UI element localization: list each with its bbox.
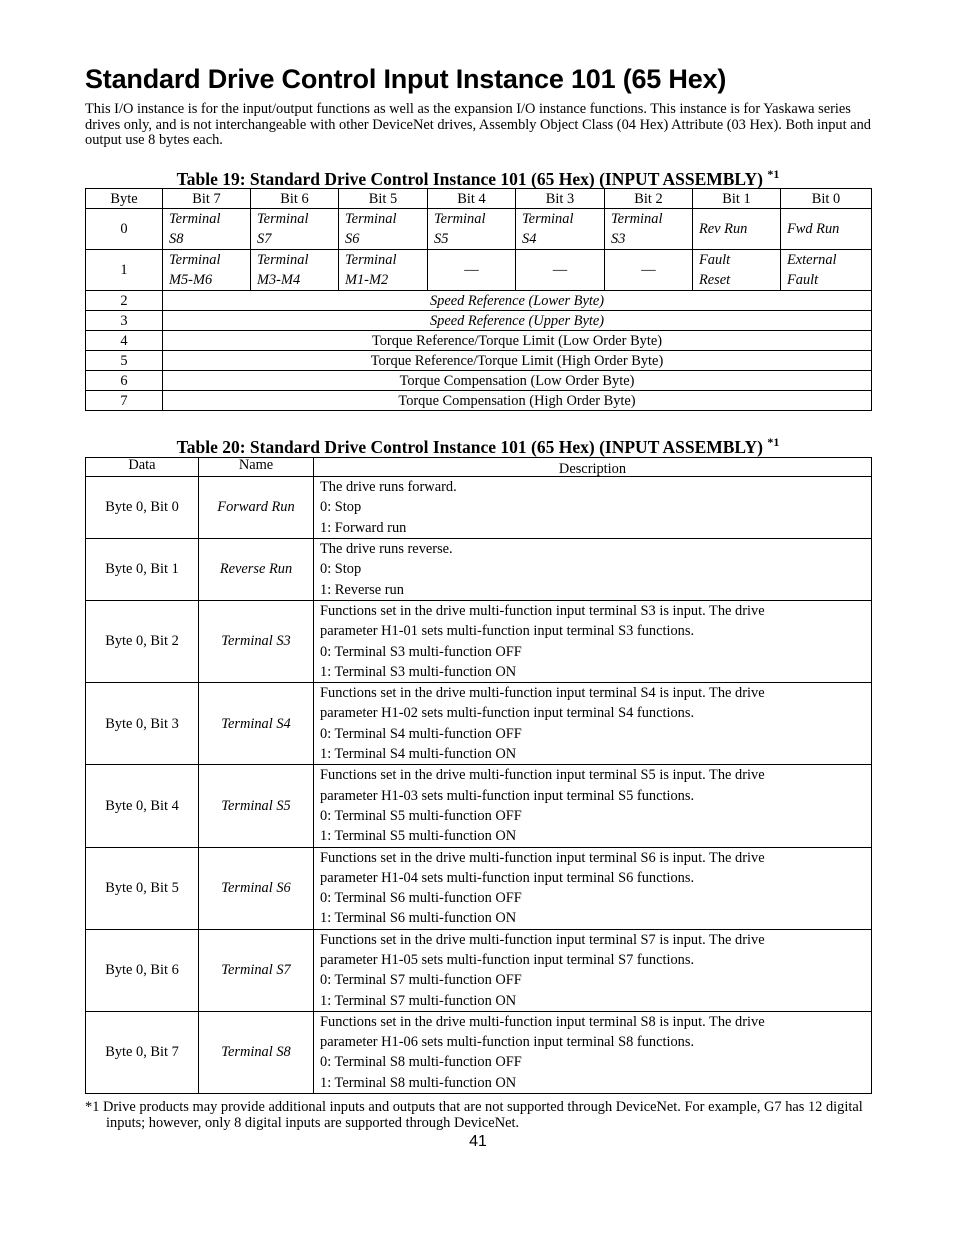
table20-description-cell [314,600,872,682]
table20-row [86,600,872,682]
table20-data-cell: Byte 0, Bit 1 [86,539,199,601]
table20-data-cell: Byte 0, Bit 6 [86,929,199,1011]
table19-caption [85,164,871,189]
table19-bit-cell: Rev Run [693,209,781,250]
description-line: 0: Stop [320,561,362,578]
cell-line: Terminal [345,211,397,228]
description-line: 0: Terminal S6 multi-function OFF [320,890,522,907]
table19-header-cell: Bit 2 [605,189,693,209]
cell-line: Fault [787,272,819,289]
table20-data-cell: Byte 0, Bit 4 [86,765,199,847]
description-line: parameter H1-03 sets multi-function input terminal S5 functions. [320,787,695,804]
cell-line: External [787,252,837,269]
table20-description-cell [314,683,872,765]
table20-name-cell: Terminal S4 [199,683,314,765]
table19-row [86,311,872,331]
description-line: 0: Terminal S7 multi-function OFF [320,972,522,989]
header-description: Description [314,458,872,477]
table19-bit-cell [339,209,428,250]
cell-line: S6 [345,231,360,248]
description-line: 1: Reverse run [320,581,404,598]
table20-header-row [86,458,872,477]
description-line: parameter H1-02 sets multi-function input terminal S4 functions. [320,705,695,722]
table19-byte-cell: 0 [86,209,163,250]
table20-description-cell [314,477,872,539]
description-line: 0: Terminal S8 multi-function OFF [320,1054,522,1071]
table19-header-cell: Bit 5 [339,189,428,209]
cell-line: Reset [699,272,731,289]
description-line: Functions set in the drive multi-function input terminal S5 is input. The drive [320,767,765,784]
cell-line: Terminal [434,211,486,228]
table19-span-cell: Torque Compensation (High Order Byte) [163,391,872,411]
cell-line: M3-M4 [257,272,301,289]
description-line: Functions set in the drive multi-function input terminal S4 is input. The drive [320,685,765,702]
cell-line: S5 [434,231,449,248]
table20-name-cell: Terminal S8 [199,1011,314,1093]
table19-row [86,250,872,291]
table19-bit-cell [516,209,605,250]
table19-span-cell: Speed Reference (Lower Byte) [163,291,872,311]
footnote: *1 Drive products may provide additional inputs and outputs that are not supported through DeviceNet. For example, G7 has 12 digital inputs; however, only 8 digital inputs are supported through DeviceNet. [85,1099,863,1132]
table19-bit-cell: — [428,250,516,291]
page [85,62,871,1151]
description-line: Functions set in the drive multi-function input terminal S8 is input. The drive [320,1013,765,1030]
table20-data-cell: Byte 0, Bit 3 [86,683,199,765]
cell-line: S7 [257,231,272,248]
description-line: 1: Terminal S4 multi-function ON [320,746,517,763]
table19-header-cell: Bit 4 [428,189,516,209]
table19-bit-cell: Fwd Run [781,209,872,250]
table19-bit-cell [693,250,781,291]
cell-line: Terminal [257,252,309,269]
table20-description-cell [314,847,872,929]
table20-row [86,847,872,929]
table19-row [86,209,872,250]
table19-header-cell: Bit 3 [516,189,605,209]
table20-caption-note: *1 [767,435,780,450]
description-line: Functions set in the drive multi-function input terminal S3 is input. The drive [320,602,765,619]
table19-span-cell: Torque Reference/Torque Limit (Low Order Byte) [163,331,872,351]
table19-caption-note: *1 [767,166,780,181]
table20-name-cell: Terminal S5 [199,765,314,847]
table20-row [86,765,872,847]
description-line: 1: Forward run [320,519,407,536]
table19-bit-cell [251,209,339,250]
table19-span-cell: Speed Reference (Upper Byte) [163,311,872,331]
table20-data-cell: Byte 0, Bit 2 [86,600,199,682]
table20 [85,457,872,1094]
table20-description-cell [314,539,872,601]
header-data: Data [86,458,199,477]
table19-row [86,291,872,311]
cell-line: Terminal [257,211,309,228]
cell-line: S8 [169,231,184,248]
table20-caption [85,432,871,457]
table19-row [86,371,872,391]
header-name: Name [199,458,314,477]
table19 [85,188,872,411]
table19-byte-cell: 6 [86,371,163,391]
description-line: 1: Terminal S6 multi-function ON [320,910,517,927]
table19-byte-cell: 5 [86,351,163,371]
cell-line: Terminal [169,252,221,269]
description-line: Functions set in the drive multi-function input terminal S7 is input. The drive [320,931,765,948]
table19-bit-cell [781,250,872,291]
table20-row [86,929,872,1011]
table19-row [86,351,872,371]
description-line: The drive runs forward. [320,479,457,496]
table20-name-cell: Terminal S3 [199,600,314,682]
table19-byte-cell: 7 [86,391,163,411]
description-line: 1: Terminal S5 multi-function ON [320,828,517,845]
table19-header-row [86,189,872,209]
table20-data-cell: Byte 0, Bit 5 [86,847,199,929]
table19-bit-cell [605,209,693,250]
table20-description-cell [314,1011,872,1093]
description-line: 0: Terminal S4 multi-function OFF [320,725,522,742]
description-line: 0: Terminal S3 multi-function OFF [320,643,522,660]
table20-caption-text: Table 20: Standard Drive Control Instance 101 (65 Hex) (INPUT ASSEMBLY) [176,437,763,458]
table20-row [86,539,872,601]
cell-line: M1-M2 [345,272,389,289]
table20-description-cell [314,929,872,1011]
table19-bit-cell [339,250,428,291]
table19-row [86,391,872,411]
table19-bit-cell [428,209,516,250]
table19-byte-cell: 2 [86,291,163,311]
cell-line: Fault [699,252,731,269]
table20-name-cell: Terminal S6 [199,847,314,929]
description-line: parameter H1-04 sets multi-function input terminal S6 functions. [320,869,695,886]
table19-bit-cell [163,209,251,250]
table19-bit-cell [251,250,339,291]
table20-description-cell [314,765,872,847]
table20-row [86,477,872,539]
table19-byte-cell: 1 [86,250,163,291]
table19-byte-cell: 3 [86,311,163,331]
page-number: 41 [469,1133,487,1151]
description-line: 0: Stop [320,499,362,516]
table20-row [86,683,872,765]
description-line: The drive runs reverse. [320,541,453,558]
description-line: parameter H1-01 sets multi-function input terminal S3 functions. [320,623,695,640]
table19-header-cell: Bit 7 [163,189,251,209]
page-title: Standard Drive Control Input Instance 101 (65 Hex) [85,64,727,94]
table20-data-cell: Byte 0, Bit 7 [86,1011,199,1093]
table19-bit-cell: — [605,250,693,291]
table20-name-cell: Reverse Run [199,539,314,601]
table19-bit-cell: — [516,250,605,291]
table20-name-cell: Terminal S7 [199,929,314,1011]
description-line: 1: Terminal S7 multi-function ON [320,992,517,1009]
table19-row [86,331,872,351]
table19-caption-text: Table 19: Standard Drive Control Instance 101 (65 Hex) (INPUT ASSEMBLY) [176,168,763,189]
table19-header-cell: Bit 1 [693,189,781,209]
cell-line: S3 [611,231,626,248]
cell-line: M5-M6 [169,272,213,289]
description-line: parameter H1-06 sets multi-function input terminal S8 functions. [320,1034,695,1051]
cell-line: Terminal [345,252,397,269]
table19-span-cell: Torque Reference/Torque Limit (High Order Byte) [163,351,872,371]
description-line: Functions set in the drive multi-function input terminal S6 is input. The drive [320,849,765,866]
cell-line: Terminal [611,211,663,228]
table19-byte-cell: 4 [86,331,163,351]
cell-line: Terminal [169,211,221,228]
cell-line: S4 [522,231,537,248]
description-line: 1: Terminal S8 multi-function ON [320,1074,517,1091]
cell-line: Terminal [522,211,574,228]
description-line: 0: Terminal S5 multi-function OFF [320,807,522,824]
table19-header-cell: Bit 6 [251,189,339,209]
table19-header-cell: Byte [86,189,163,209]
table19-bit-cell [163,250,251,291]
table20-row [86,1011,872,1093]
table20-data-cell: Byte 0, Bit 0 [86,477,199,539]
description-line: parameter H1-05 sets multi-function input terminal S7 functions. [320,951,695,968]
table20-name-cell: Forward Run [199,477,314,539]
intro-paragraph: This I/O instance is for the input/output functions as well as the expansion I/O instance functions. This instance is for Yaskawa series drives only, and is not interchangeable with other DeviceNet drives, Assembly Object Class (04 Hex) Attribute (03 Hex). Both input and output use 8 bytes each. [85,101,871,148]
table19-header-cell: Bit 0 [781,189,872,209]
description-line: 1: Terminal S3 multi-function ON [320,663,517,680]
table19-span-cell: Torque Compensation (Low Order Byte) [163,371,872,391]
